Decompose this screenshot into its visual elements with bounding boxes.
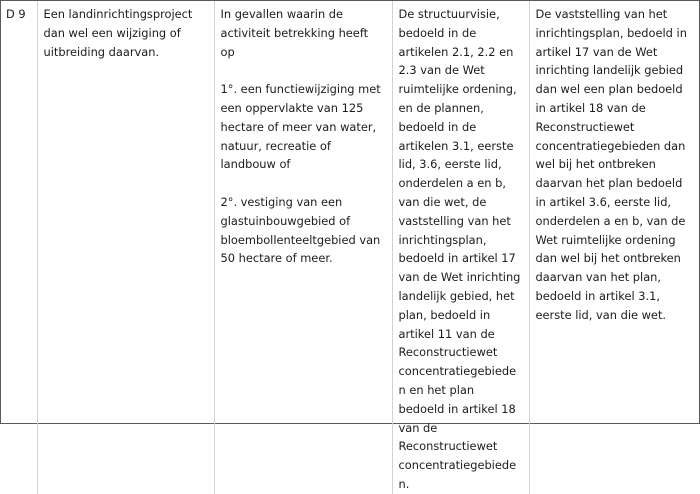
activity-description-cell [37,1,214,494]
cases-cell [214,1,392,494]
decisions-cell [529,1,699,494]
plans-text: De structuurvisie, bedoeld in de artikelen 2.1, 2.2 en 2.3 van de Wet ruimtelijke ordening, en de plannen, bedoeld in de artikelen 3.1, eerste lid, 3.6, eerste lid, onderdelen a en b, van die wet, de vaststelling van het inrichtingsplan, bedoeld in artikel 17 van de Wet inrichting landelijk gebied, het plan, bedoeld in artikel 11 van de Reconstructiewet concentratiegebieden en het plan bedoeld in artikel 18 van de Reconstructiewet concentratiegebieden. [398,7,521,491]
cases-intro: In gevallen waarin de activiteit betrekking heeft op [220,7,369,59]
table-row [1,1,699,494]
activity-description: Een landinrichtingsproject dan wel een wijziging of uitbreiding daarvan. [43,7,193,59]
activity-code: D 9 [6,7,26,21]
plans-cell [392,1,529,494]
case-item-1: 1°. een functiewijziging met een oppervlakte van 125 hectare of meer van water, natuur, recreatie of landbouw of [220,82,381,172]
decisions-text: De vaststelling van het inrichtingsplan, bedoeld in artikel 17 van de Wet inrichting landelijk gebied dan wel een plan bedoeld in artikel 18 van de Reconstructiewet concentratiegebieden dan wel bij het ontbreken daarvan het plan bedoeld in artikel 3.6, eerste lid, onderdelen a en b, van de Wet ruimtelijke ordening dan wel bij het ontbreken daarvan van het plan, bedoeld in artikel 3.1, eerste lid, van die wet. [535,7,687,322]
activity-code-cell [1,1,37,494]
regulation-table [1,1,699,494]
case-item-2: 2°. vestiging van een glastuinbouwgebied of bloembollenteeltgebied van 50 hectare of meer. [220,194,381,266]
